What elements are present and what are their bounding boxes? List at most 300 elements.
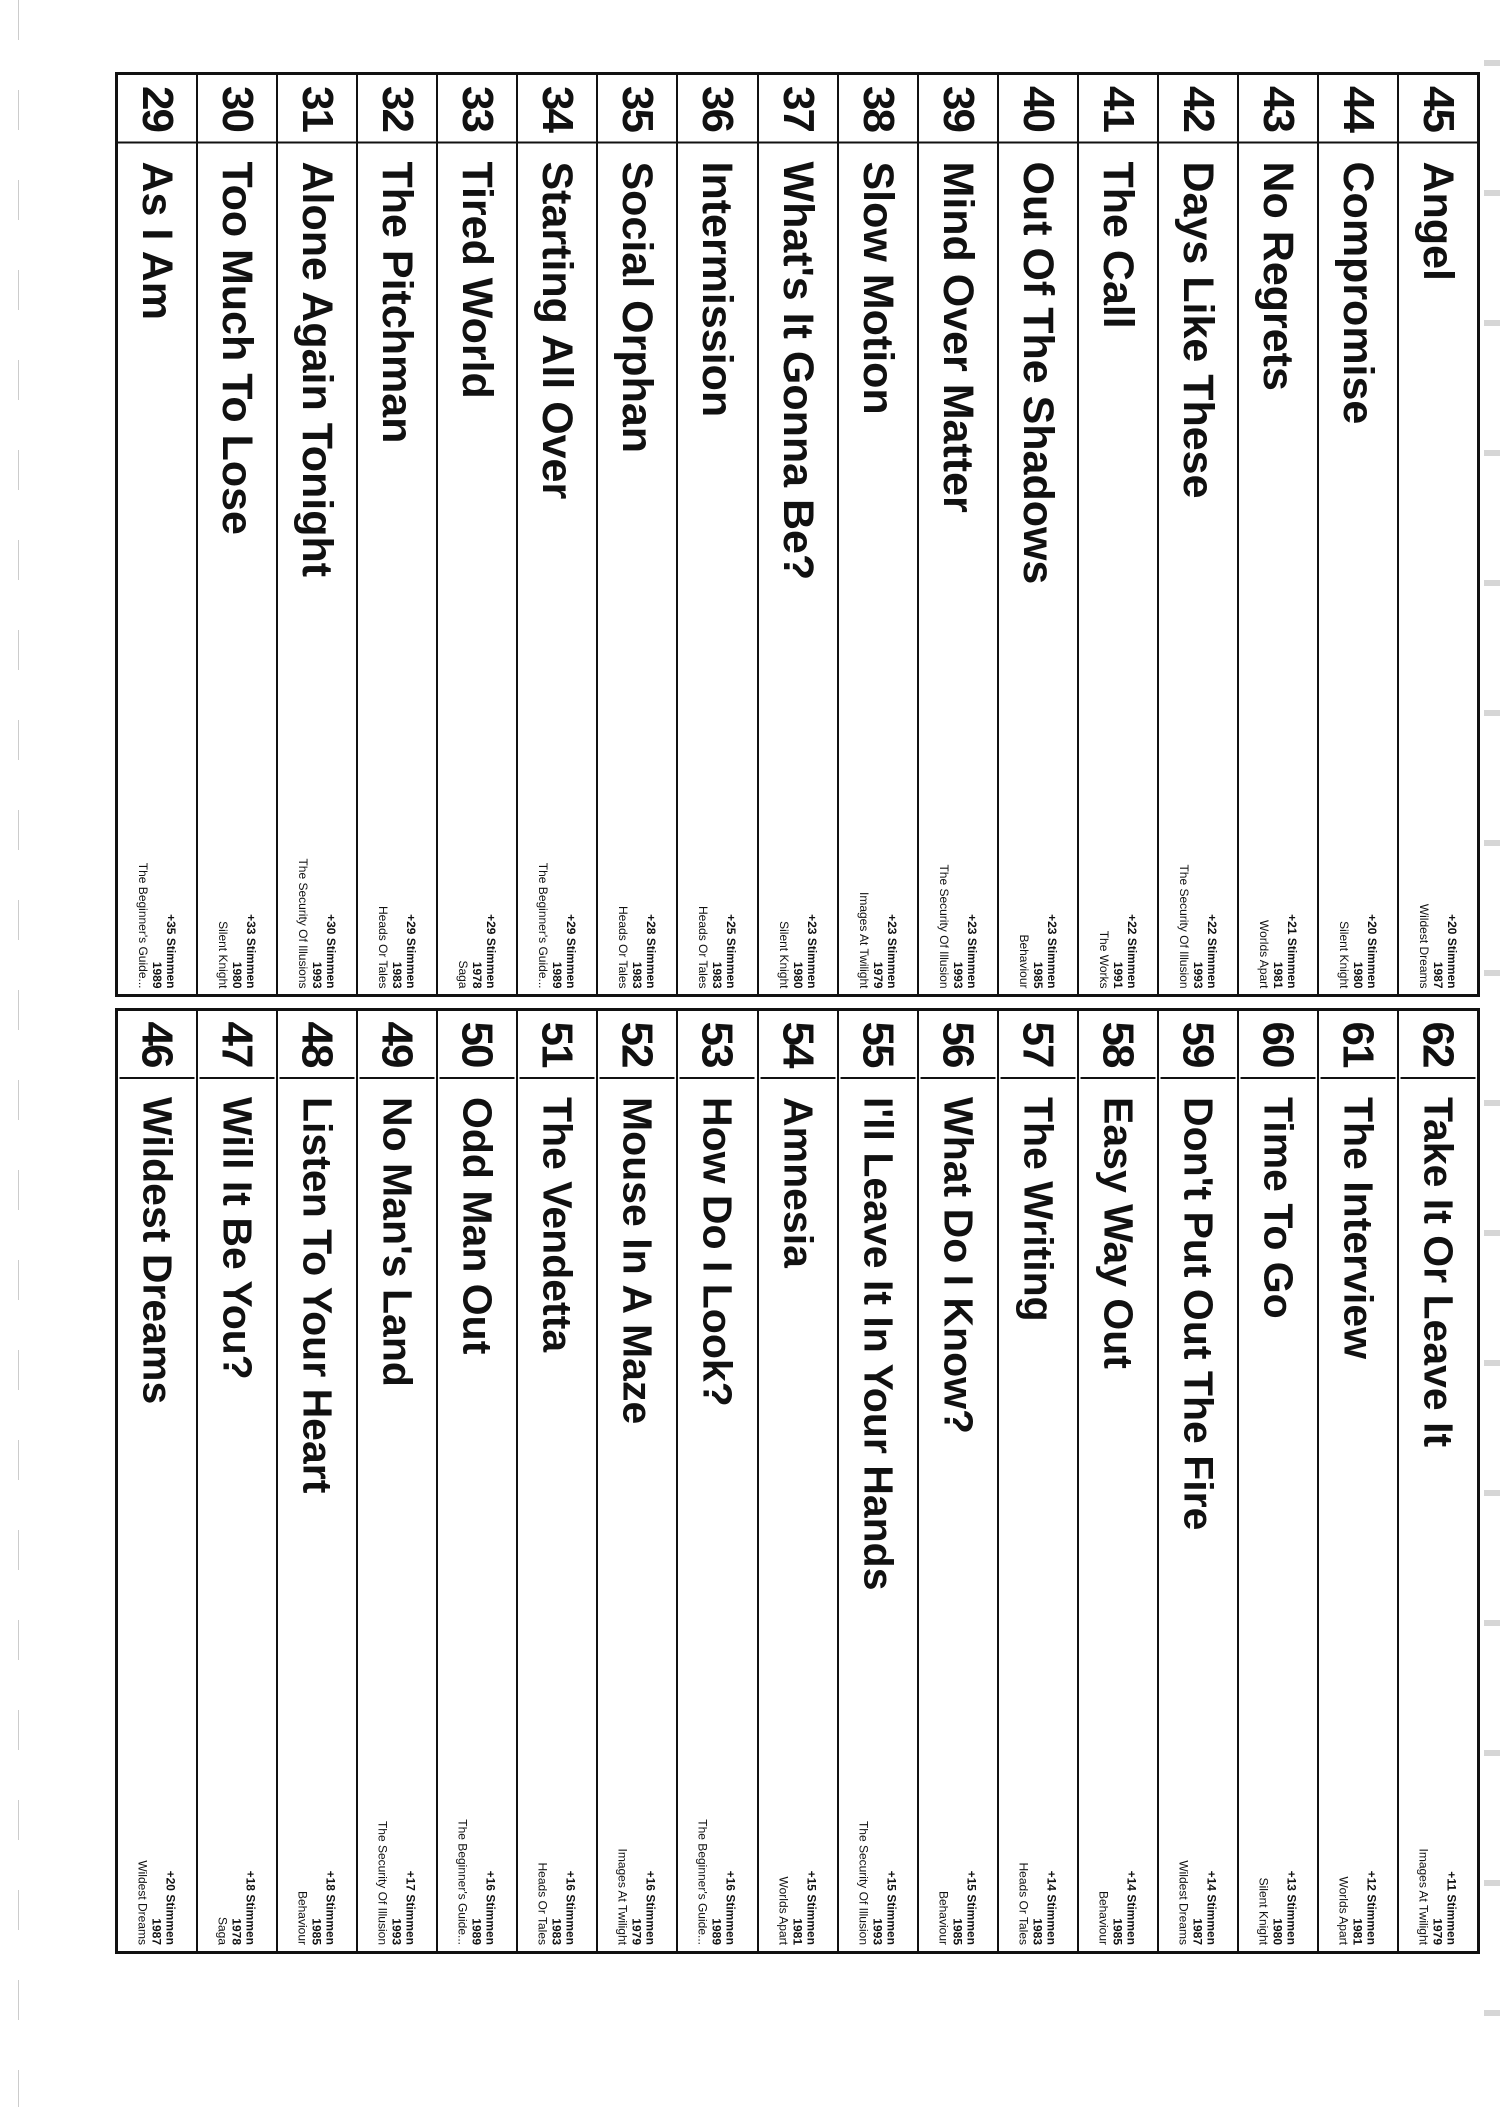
song-title: As I Am	[133, 161, 182, 320]
release-year: 1993	[310, 961, 325, 988]
album-name: Heads Or Tales	[1016, 1862, 1031, 1945]
chart-row-content	[200, 1011, 275, 1951]
song-meta	[136, 838, 178, 994]
chart-position: 58	[1080, 1011, 1155, 1079]
chart-position: 46	[120, 1011, 195, 1079]
song-meta	[857, 1795, 899, 1951]
song-title: Too Much To Lose	[213, 161, 262, 535]
chart-position: 49	[360, 1011, 435, 1079]
release-year: 1983	[1030, 1918, 1045, 1945]
release-year: 1985	[950, 1918, 965, 1945]
points-change: +17	[404, 1870, 419, 1891]
album-name: The Security Of Illusion	[376, 1820, 391, 1945]
song-title: Starting All Over	[533, 161, 582, 499]
release-year: 1993	[1190, 961, 1205, 988]
song-title: Easy Way Out	[1095, 1097, 1142, 1369]
chart-row-content	[278, 75, 358, 994]
artist-name: Stimmen	[324, 937, 339, 988]
song-meta	[296, 838, 338, 994]
song-meta	[1417, 838, 1459, 994]
chart-position: 34	[518, 75, 598, 143]
points-change: +22	[1124, 913, 1139, 934]
chart-panel-46-62	[115, 1008, 1480, 1954]
artist-name: Stimmen	[564, 1894, 579, 1945]
artist-name: Stimmen	[644, 937, 659, 988]
album-name: Images At Twilight	[1417, 1848, 1432, 1945]
points-change: +25	[724, 913, 739, 934]
points-change: +16	[484, 1870, 499, 1891]
chart-row	[118, 75, 198, 994]
album-name: The Beginner's Guide...	[536, 862, 551, 988]
album-name: Heads Or Tales	[376, 905, 391, 988]
chart-row	[759, 75, 839, 994]
chart-row-content	[1240, 1011, 1315, 1951]
chart-row-content	[520, 1011, 595, 1951]
points-change: +16	[724, 1870, 739, 1891]
artist-name: Stimmen	[164, 1894, 179, 1945]
chart-row-content	[1079, 75, 1159, 994]
song-title: Angel	[1414, 161, 1463, 281]
artist-name: Stimmen	[804, 1894, 819, 1945]
album-name: Images At Twilight	[856, 891, 871, 988]
release-year: 1981	[1350, 1918, 1365, 1945]
points-change: +13	[1284, 1870, 1299, 1891]
song-title: Out Of The Shadows	[1014, 161, 1063, 584]
album-name: Silent Knight	[1336, 920, 1351, 988]
song-meta	[937, 838, 979, 994]
song-meta	[616, 838, 658, 994]
song-title: The Vendetta	[534, 1097, 581, 1353]
release-year: 1979	[630, 1918, 645, 1945]
chart-row	[358, 75, 438, 994]
chart-position: 47	[200, 1011, 275, 1079]
song-meta	[376, 838, 418, 994]
song-title: Slow Motion	[854, 161, 903, 415]
song-title: How Do I Look?	[694, 1097, 741, 1407]
artist-name: Stimmen	[484, 937, 499, 988]
chart-row	[518, 75, 598, 994]
song-meta	[857, 838, 899, 994]
chart-row-content	[358, 75, 438, 994]
song-meta	[1257, 1795, 1299, 1951]
chart-row-content	[198, 75, 278, 994]
song-title: No Regrets	[1254, 161, 1303, 391]
points-change: +29	[404, 913, 419, 934]
chart-row	[678, 1011, 758, 1951]
chart-row-content	[1159, 75, 1239, 994]
album-name: Heads Or Tales	[696, 905, 711, 988]
chart-position: 40	[999, 75, 1079, 143]
points-change: +30	[324, 913, 339, 934]
chart-position: 39	[919, 75, 999, 143]
song-title: What's It Gonna Be?	[774, 161, 823, 580]
artist-name: Stimmen	[1124, 1894, 1139, 1945]
scan-right-edge-marks	[1484, 0, 1500, 2107]
chart-position: 31	[278, 75, 358, 143]
song-title: Odd Man Out	[454, 1097, 501, 1355]
chart-row	[198, 1011, 278, 1951]
song-title: Don't Put Out The Fire	[1175, 1097, 1222, 1531]
album-name: Wildest Dreams	[136, 1860, 151, 1945]
points-change: +29	[564, 913, 579, 934]
chart-row	[999, 1011, 1079, 1951]
points-change: +20	[1364, 913, 1379, 934]
chart-row-content	[999, 75, 1079, 994]
song-title: Wildest Dreams	[134, 1097, 181, 1405]
song-meta	[1017, 1795, 1059, 1951]
chart-row-content	[680, 1011, 755, 1951]
song-meta	[616, 1795, 658, 1951]
song-meta	[536, 1795, 578, 1951]
album-name: Silent Knight	[1256, 1877, 1271, 1945]
points-change: +14	[1124, 1870, 1139, 1891]
song-meta	[937, 1795, 979, 1951]
chart-position: 42	[1159, 75, 1239, 143]
points-change: +15	[964, 1870, 979, 1891]
chart-row-content	[600, 1011, 675, 1951]
song-title: No Man's Land	[374, 1097, 421, 1387]
album-name: Saga	[456, 959, 471, 988]
album-name: Heads Or Tales	[616, 905, 631, 988]
album-name: Behaviour	[1096, 1890, 1111, 1945]
chart-row	[1399, 75, 1477, 994]
song-title: Listen To Your Heart	[294, 1097, 341, 1494]
song-title: Alone Again Tonight	[293, 161, 342, 577]
chart-position: 33	[438, 75, 518, 143]
song-title: What Do I Know?	[935, 1097, 982, 1435]
chart-row-content	[1160, 1011, 1235, 1951]
release-year: 1979	[1431, 1918, 1446, 1945]
chart-row-content	[118, 75, 198, 994]
song-meta	[1177, 838, 1219, 994]
chart-row	[118, 1011, 198, 1951]
chart-row-content	[1320, 1011, 1395, 1951]
release-year: 1993	[950, 961, 965, 988]
points-change: +23	[1044, 913, 1059, 934]
song-meta	[1257, 838, 1299, 994]
artist-name: Stimmen	[564, 937, 579, 988]
chart-row	[759, 1011, 839, 1951]
album-name: Saga	[216, 1916, 231, 1945]
points-change: +23	[804, 913, 819, 934]
album-name: The Beginner's Guide...	[696, 1819, 711, 1945]
chart-position: 60	[1240, 1011, 1315, 1079]
song-title: The Pitchman	[373, 161, 422, 443]
song-meta	[376, 1795, 418, 1951]
album-name: The Beginner's Guide...	[456, 1819, 471, 1945]
song-meta	[1337, 1795, 1379, 1951]
chart-position: 41	[1079, 75, 1159, 143]
album-name: Wildest Dreams	[1176, 1860, 1191, 1945]
song-meta	[1177, 1795, 1219, 1951]
song-meta	[1417, 1795, 1459, 1951]
chart-position: 53	[680, 1011, 755, 1079]
artist-name: Stimmen	[244, 1894, 259, 1945]
chart-position: 61	[1320, 1011, 1395, 1079]
points-change: +23	[964, 913, 979, 934]
song-meta	[1337, 838, 1379, 994]
song-title: Take It Or Leave It	[1415, 1097, 1462, 1448]
points-change: +16	[644, 1870, 659, 1891]
chart-row	[1159, 75, 1239, 994]
release-year: 1989	[470, 1918, 485, 1945]
chart-position: 44	[1319, 75, 1399, 143]
release-year: 1989	[550, 961, 565, 988]
chart-position: 56	[920, 1011, 995, 1079]
album-name: Worlds Apart	[1256, 919, 1271, 988]
chart-row-content	[360, 1011, 435, 1951]
points-change: +12	[1364, 1870, 1379, 1891]
chart-row-content	[1399, 75, 1477, 994]
chart-position: 36	[678, 75, 758, 143]
points-change: +20	[1445, 913, 1460, 934]
artist-name: Stimmen	[1044, 937, 1059, 988]
artist-name: Stimmen	[884, 937, 899, 988]
album-name: Wildest Dreams	[1417, 903, 1432, 988]
release-year: 1978	[230, 1918, 245, 1945]
chart-row	[438, 75, 518, 994]
chart-row	[678, 75, 758, 994]
release-year: 1987	[1431, 961, 1446, 988]
album-name: Images At Twilight	[616, 1848, 631, 1945]
song-title: Tired World	[453, 161, 502, 399]
points-change: +11	[1445, 1871, 1460, 1891]
chart-position: 57	[1000, 1011, 1075, 1079]
artist-name: Stimmen	[1364, 937, 1379, 988]
release-year: 1981	[790, 1918, 805, 1945]
chart-row	[839, 75, 919, 994]
chart-row	[1079, 1011, 1159, 1951]
album-name: Silent Knight	[776, 920, 791, 988]
chart-row	[1319, 1011, 1399, 1951]
artist-name: Stimmen	[1284, 1894, 1299, 1945]
artist-name: Stimmen	[1204, 1894, 1219, 1945]
chart-row	[919, 1011, 999, 1951]
chart-row-content	[280, 1011, 355, 1951]
chart-row	[358, 1011, 438, 1951]
release-year: 1980	[1270, 1918, 1285, 1945]
chart-position: 54	[760, 1011, 835, 1079]
release-year: 1980	[790, 961, 805, 988]
chart-row	[839, 1011, 919, 1951]
chart-row	[598, 1011, 678, 1951]
album-name: The Works	[1096, 930, 1111, 988]
points-change: +35	[164, 913, 179, 934]
release-year: 1983	[710, 961, 725, 988]
chart-panel-29-45	[115, 72, 1480, 997]
song-title: The Call	[1094, 161, 1143, 329]
chart-row-content	[438, 75, 518, 994]
chart-row	[598, 75, 678, 994]
song-title: Days Like These	[1174, 161, 1223, 499]
chart-row-content	[839, 75, 919, 994]
chart-position: 35	[598, 75, 678, 143]
release-year: 1991	[1110, 961, 1125, 988]
points-change: +28	[644, 913, 659, 934]
points-change: +18	[244, 1870, 259, 1891]
release-year: 1987	[150, 1918, 165, 1945]
chart-position: 43	[1239, 75, 1319, 143]
album-name: Worlds Apart	[1336, 1876, 1351, 1945]
chart-position: 51	[520, 1011, 595, 1079]
chart-row-content	[919, 75, 999, 994]
release-year: 1980	[230, 961, 245, 988]
chart-row-content	[759, 75, 839, 994]
chart-row-content	[1080, 1011, 1155, 1951]
chart-row	[919, 75, 999, 994]
song-title: I'll Leave It In Your Hands	[855, 1097, 902, 1591]
artist-name: Stimmen	[244, 937, 259, 988]
artist-name: Stimmen	[644, 1894, 659, 1945]
song-meta	[777, 838, 819, 994]
release-year: 1978	[470, 961, 485, 988]
album-name: The Security Of Illusion	[936, 863, 951, 988]
release-year: 1989	[710, 1918, 725, 1945]
points-change: +20	[164, 1870, 179, 1891]
artist-name: Stimmen	[484, 1894, 499, 1945]
release-year: 1983	[550, 1918, 565, 1945]
chart-position: 52	[600, 1011, 675, 1079]
song-title: Mouse In A Maze	[614, 1097, 661, 1425]
artist-name: Stimmen	[724, 937, 739, 988]
album-name: Silent Knight	[216, 920, 231, 988]
song-meta	[136, 1795, 178, 1951]
song-title: The Interview	[1335, 1097, 1382, 1360]
album-name: Behaviour	[1016, 933, 1031, 988]
release-year: 1985	[1030, 961, 1045, 988]
points-change: +16	[564, 1870, 579, 1891]
song-meta	[296, 1795, 338, 1951]
release-year: 1985	[310, 1918, 325, 1945]
song-meta	[777, 1795, 819, 1951]
album-name: The Security Of Illusion	[1176, 863, 1191, 988]
release-year: 1979	[870, 961, 885, 988]
chart-position: 38	[839, 75, 919, 143]
artist-name: Stimmen	[964, 937, 979, 988]
chart-row	[1079, 75, 1159, 994]
song-meta	[1097, 838, 1139, 994]
release-year: 1989	[150, 961, 165, 988]
chart-row	[1239, 1011, 1319, 1951]
chart-position: 55	[840, 1011, 915, 1079]
song-meta	[536, 838, 578, 994]
artist-name: Stimmen	[164, 937, 179, 988]
chart-row-content	[440, 1011, 515, 1951]
chart-position: 30	[198, 75, 278, 143]
artist-name: Stimmen	[404, 937, 419, 988]
song-meta	[1017, 838, 1059, 994]
chart-row-content	[920, 1011, 995, 1951]
chart-position: 62	[1401, 1011, 1476, 1079]
album-name: Behaviour	[936, 1890, 951, 1945]
song-meta	[216, 838, 258, 994]
chart-row	[1159, 1011, 1239, 1951]
chart-position: 50	[440, 1011, 515, 1079]
release-year: 1985	[1110, 1918, 1125, 1945]
artist-name: Stimmen	[1284, 937, 1299, 988]
song-meta	[216, 1795, 258, 1951]
chart-row-content	[840, 1011, 915, 1951]
artist-name: Stimmen	[1044, 1894, 1059, 1945]
chart-position: 48	[280, 1011, 355, 1079]
artist-name: Stimmen	[404, 1894, 419, 1945]
release-year: 1993	[870, 1918, 885, 1945]
album-name: Worlds Apart	[776, 1876, 791, 1945]
artist-name: Stimmen	[884, 1894, 899, 1945]
song-title: Social Orphan	[613, 161, 662, 453]
chart-row-content	[760, 1011, 835, 1951]
chart-row-content	[678, 75, 758, 994]
chart-row	[1319, 75, 1399, 994]
song-meta	[456, 1795, 498, 1951]
chart-row	[518, 1011, 598, 1951]
chart-position: 37	[759, 75, 839, 143]
artist-name: Stimmen	[724, 1894, 739, 1945]
song-title: Amnesia	[775, 1097, 822, 1268]
artist-name: Stimmen	[1204, 937, 1219, 988]
album-name: Heads Or Tales	[536, 1862, 551, 1945]
song-meta	[456, 838, 498, 994]
song-meta	[696, 838, 738, 994]
points-change: +15	[804, 1870, 819, 1891]
points-change: +33	[244, 913, 259, 934]
artist-name: Stimmen	[1364, 1894, 1379, 1945]
song-title: Intermission	[693, 161, 742, 417]
song-meta	[1097, 1795, 1139, 1951]
points-change: +15	[884, 1870, 899, 1891]
chart-position: 45	[1399, 75, 1477, 143]
chart-row	[999, 75, 1079, 994]
release-year: 1983	[390, 961, 405, 988]
artist-name: Stimmen	[804, 937, 819, 988]
chart-position: 59	[1160, 1011, 1235, 1079]
points-change: +21	[1284, 913, 1299, 934]
chart-row	[1399, 1011, 1477, 1951]
artist-name: Stimmen	[1445, 937, 1460, 988]
song-meta	[696, 1795, 738, 1951]
release-year: 1993	[390, 1918, 405, 1945]
points-change: +18	[324, 1870, 339, 1891]
chart-row-content	[518, 75, 598, 994]
album-name: The Security Of Illusions	[296, 857, 311, 988]
artist-name: Stimmen	[1445, 1894, 1460, 1945]
song-title: Time To Go	[1255, 1097, 1302, 1319]
song-title: Will It Be You?	[214, 1097, 261, 1380]
chart-row	[198, 75, 278, 994]
chart-row	[1239, 75, 1319, 994]
release-year: 1987	[1190, 1918, 1205, 1945]
points-change: +14	[1204, 1870, 1219, 1891]
release-year: 1980	[1350, 961, 1365, 988]
chart-row	[438, 1011, 518, 1951]
points-change: +14	[1044, 1870, 1059, 1891]
album-name: Behaviour	[296, 1890, 311, 1945]
song-title: Mind Over Matter	[934, 161, 983, 513]
chart-row-content	[120, 1011, 195, 1951]
chart-row-content	[1319, 75, 1399, 994]
song-title: The Writing	[1015, 1097, 1062, 1322]
chart-position: 32	[358, 75, 438, 143]
release-year: 1981	[1270, 961, 1285, 988]
artist-name: Stimmen	[1124, 937, 1139, 988]
points-change: +22	[1204, 913, 1219, 934]
chart-row-content	[1000, 1011, 1075, 1951]
points-change: +23	[884, 913, 899, 934]
scan-left-edge-marks	[18, 0, 19, 2107]
chart-row-content	[1401, 1011, 1476, 1951]
album-name: The Beginner's Guide...	[136, 862, 151, 988]
artist-name: Stimmen	[964, 1894, 979, 1945]
